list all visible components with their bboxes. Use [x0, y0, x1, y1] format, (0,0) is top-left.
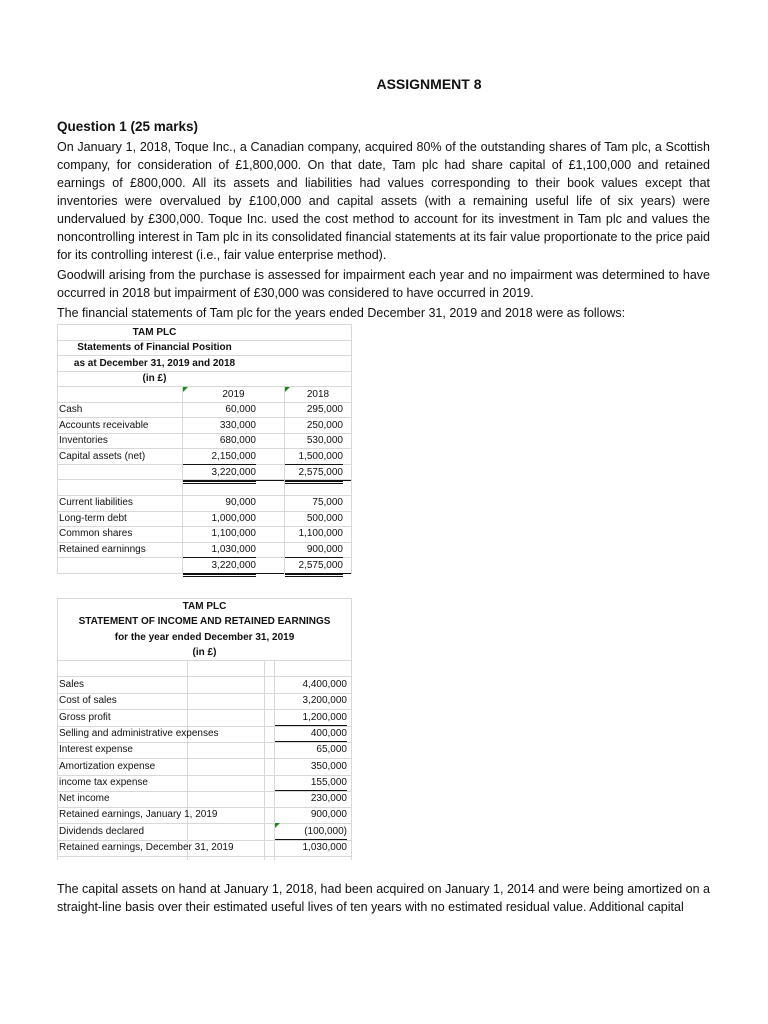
- row-value-2018: 1,100,000: [298, 528, 343, 539]
- assets-total-2018: 2,575,000: [285, 464, 343, 484]
- row-value-2019: 90,000: [225, 497, 256, 508]
- paragraph-capital-assets: The capital assets on hand at January 1, 2018, had been acquired on January 1, 2014 and were being amortized on a straight-line basis over their estimated useful lives of ten years with no estimated residual value. Additional capital: [57, 882, 710, 914]
- liabilities-total-2019: 3,220,000: [183, 557, 256, 577]
- row-label: Accounts receivable: [59, 419, 149, 431]
- paragraph-goodwill: Goodwill arising from the purchase is assessed for impairment each year and no impairment was determined to have occurred in 2018 but impairment of £30,000 was considered to have occurred in 2019.: [57, 268, 710, 300]
- row-label: Cash: [59, 404, 83, 415]
- financial-position-table: [57, 324, 352, 574]
- income-row-value: 3,200,000: [275, 693, 347, 710]
- cell-flag-icon: [275, 823, 280, 828]
- row-value-2019: 330,000: [219, 419, 256, 431]
- row-value-2019: 60,000: [225, 404, 256, 415]
- income-row-value: 1,200,000: [275, 710, 347, 727]
- income-statement-table: [57, 598, 352, 860]
- row-value-2018: 500,000: [306, 512, 343, 524]
- income-row-label: Cost of sales: [59, 695, 117, 707]
- sfp-title: Statements of Financial Position: [77, 342, 232, 353]
- col-header-2018: 2018: [306, 389, 330, 400]
- income-row-label: Sales: [59, 679, 85, 690]
- assets-total-2019: 3,220,000: [183, 464, 256, 484]
- sfp-company: TAM PLC: [132, 327, 177, 338]
- income-row-label: Retained earnings, January 1, 2019: [59, 809, 218, 821]
- row-value-2018: 900,000: [285, 542, 343, 559]
- question-heading: Question 1 (25 marks): [57, 119, 199, 134]
- row-value-2018: 530,000: [306, 435, 343, 446]
- liabilities-total-2018: 2,575,000: [285, 557, 343, 577]
- sie-title: STATEMENT OF INCOME AND RETAINED EARNINGS: [78, 616, 331, 627]
- income-row-label: Selling and administrative expenses: [59, 727, 219, 739]
- row-value-2018: 250,000: [306, 419, 343, 431]
- row-label: Common shares: [59, 528, 133, 539]
- row-value-2018: 1,500,000: [285, 449, 343, 466]
- paragraph-statements-intro: The financial statements of Tam plc for the years ended December 31, 2019 and 2018 were as follows:: [57, 306, 626, 320]
- income-row-label: income tax expense: [59, 776, 148, 788]
- row-label: Long-term debt: [59, 512, 127, 524]
- sie-subtitle: for the year ended December 31, 2019: [114, 632, 295, 643]
- sfp-subtitle: as at December 31, 2019 and 2018: [73, 358, 236, 369]
- income-row-label: Retained earnings, December 31, 2019: [59, 842, 234, 853]
- income-row-label: Dividends declared: [59, 825, 145, 837]
- row-label: Capital assets (net): [59, 450, 146, 462]
- paragraph-acquisition: On January 1, 2018, Toque Inc., a Canadian company, acquired 80% of the outstanding shares of Tam plc, a Scottish company, for consideration of £1,800,000. On that date, Tam plc had share capital of £1,100,000 and retained earnings of £800,000. All its assets and liabilities had values corresponding to their book values except that inventories were overvalued by £100,000 and capital assets (with a remaining useful life of six years) were undervalued by £300,000. Toque Inc. used the cost method to account for its investment in Tam plc and values the noncontrolling interest in Tam plc in its consolidated financial statements at its fair value proportionate to the price paid for its controlling interest (i.e., fair value enterprise method).: [57, 140, 710, 262]
- income-row-label: Net income: [59, 793, 110, 805]
- row-value-2019: 1,100,000: [211, 528, 256, 539]
- income-row-value: 1,030,000: [275, 840, 347, 857]
- income-row-label: Gross profit: [59, 711, 111, 723]
- sie-unit: (in £): [192, 647, 217, 658]
- row-label: Retained earninngs: [59, 543, 146, 555]
- row-value-2019: 1,000,000: [211, 512, 256, 524]
- row-value-2019: 680,000: [219, 435, 256, 446]
- row-value-2019: 2,150,000: [183, 449, 256, 466]
- income-row-value: 900,000: [310, 809, 347, 821]
- income-row-label: Interest expense: [59, 744, 133, 756]
- row-label: Inventories: [59, 435, 108, 446]
- sie-company: TAM PLC: [182, 601, 227, 612]
- col-header-2019: 2019: [222, 389, 245, 400]
- income-row-value: 155,000: [275, 775, 347, 792]
- row-value-2018: 75,000: [312, 497, 343, 508]
- sfp-unit: (in £): [142, 373, 167, 384]
- row-value-2019: 1,030,000: [183, 542, 256, 559]
- income-row-value: 400,000: [275, 726, 347, 743]
- assignment-title: ASSIGNMENT 8: [376, 76, 482, 92]
- income-row-value: 65,000: [316, 744, 347, 756]
- row-value-2018: 295,000: [306, 404, 343, 415]
- income-row-value: (100,000): [275, 824, 347, 841]
- income-row-label: Amortization expense: [59, 760, 156, 772]
- income-row-value: 4,400,000: [302, 679, 347, 690]
- row-label: Current liabilities: [59, 497, 133, 508]
- income-row-value: 230,000: [275, 791, 347, 808]
- income-row-value: 350,000: [310, 760, 347, 772]
